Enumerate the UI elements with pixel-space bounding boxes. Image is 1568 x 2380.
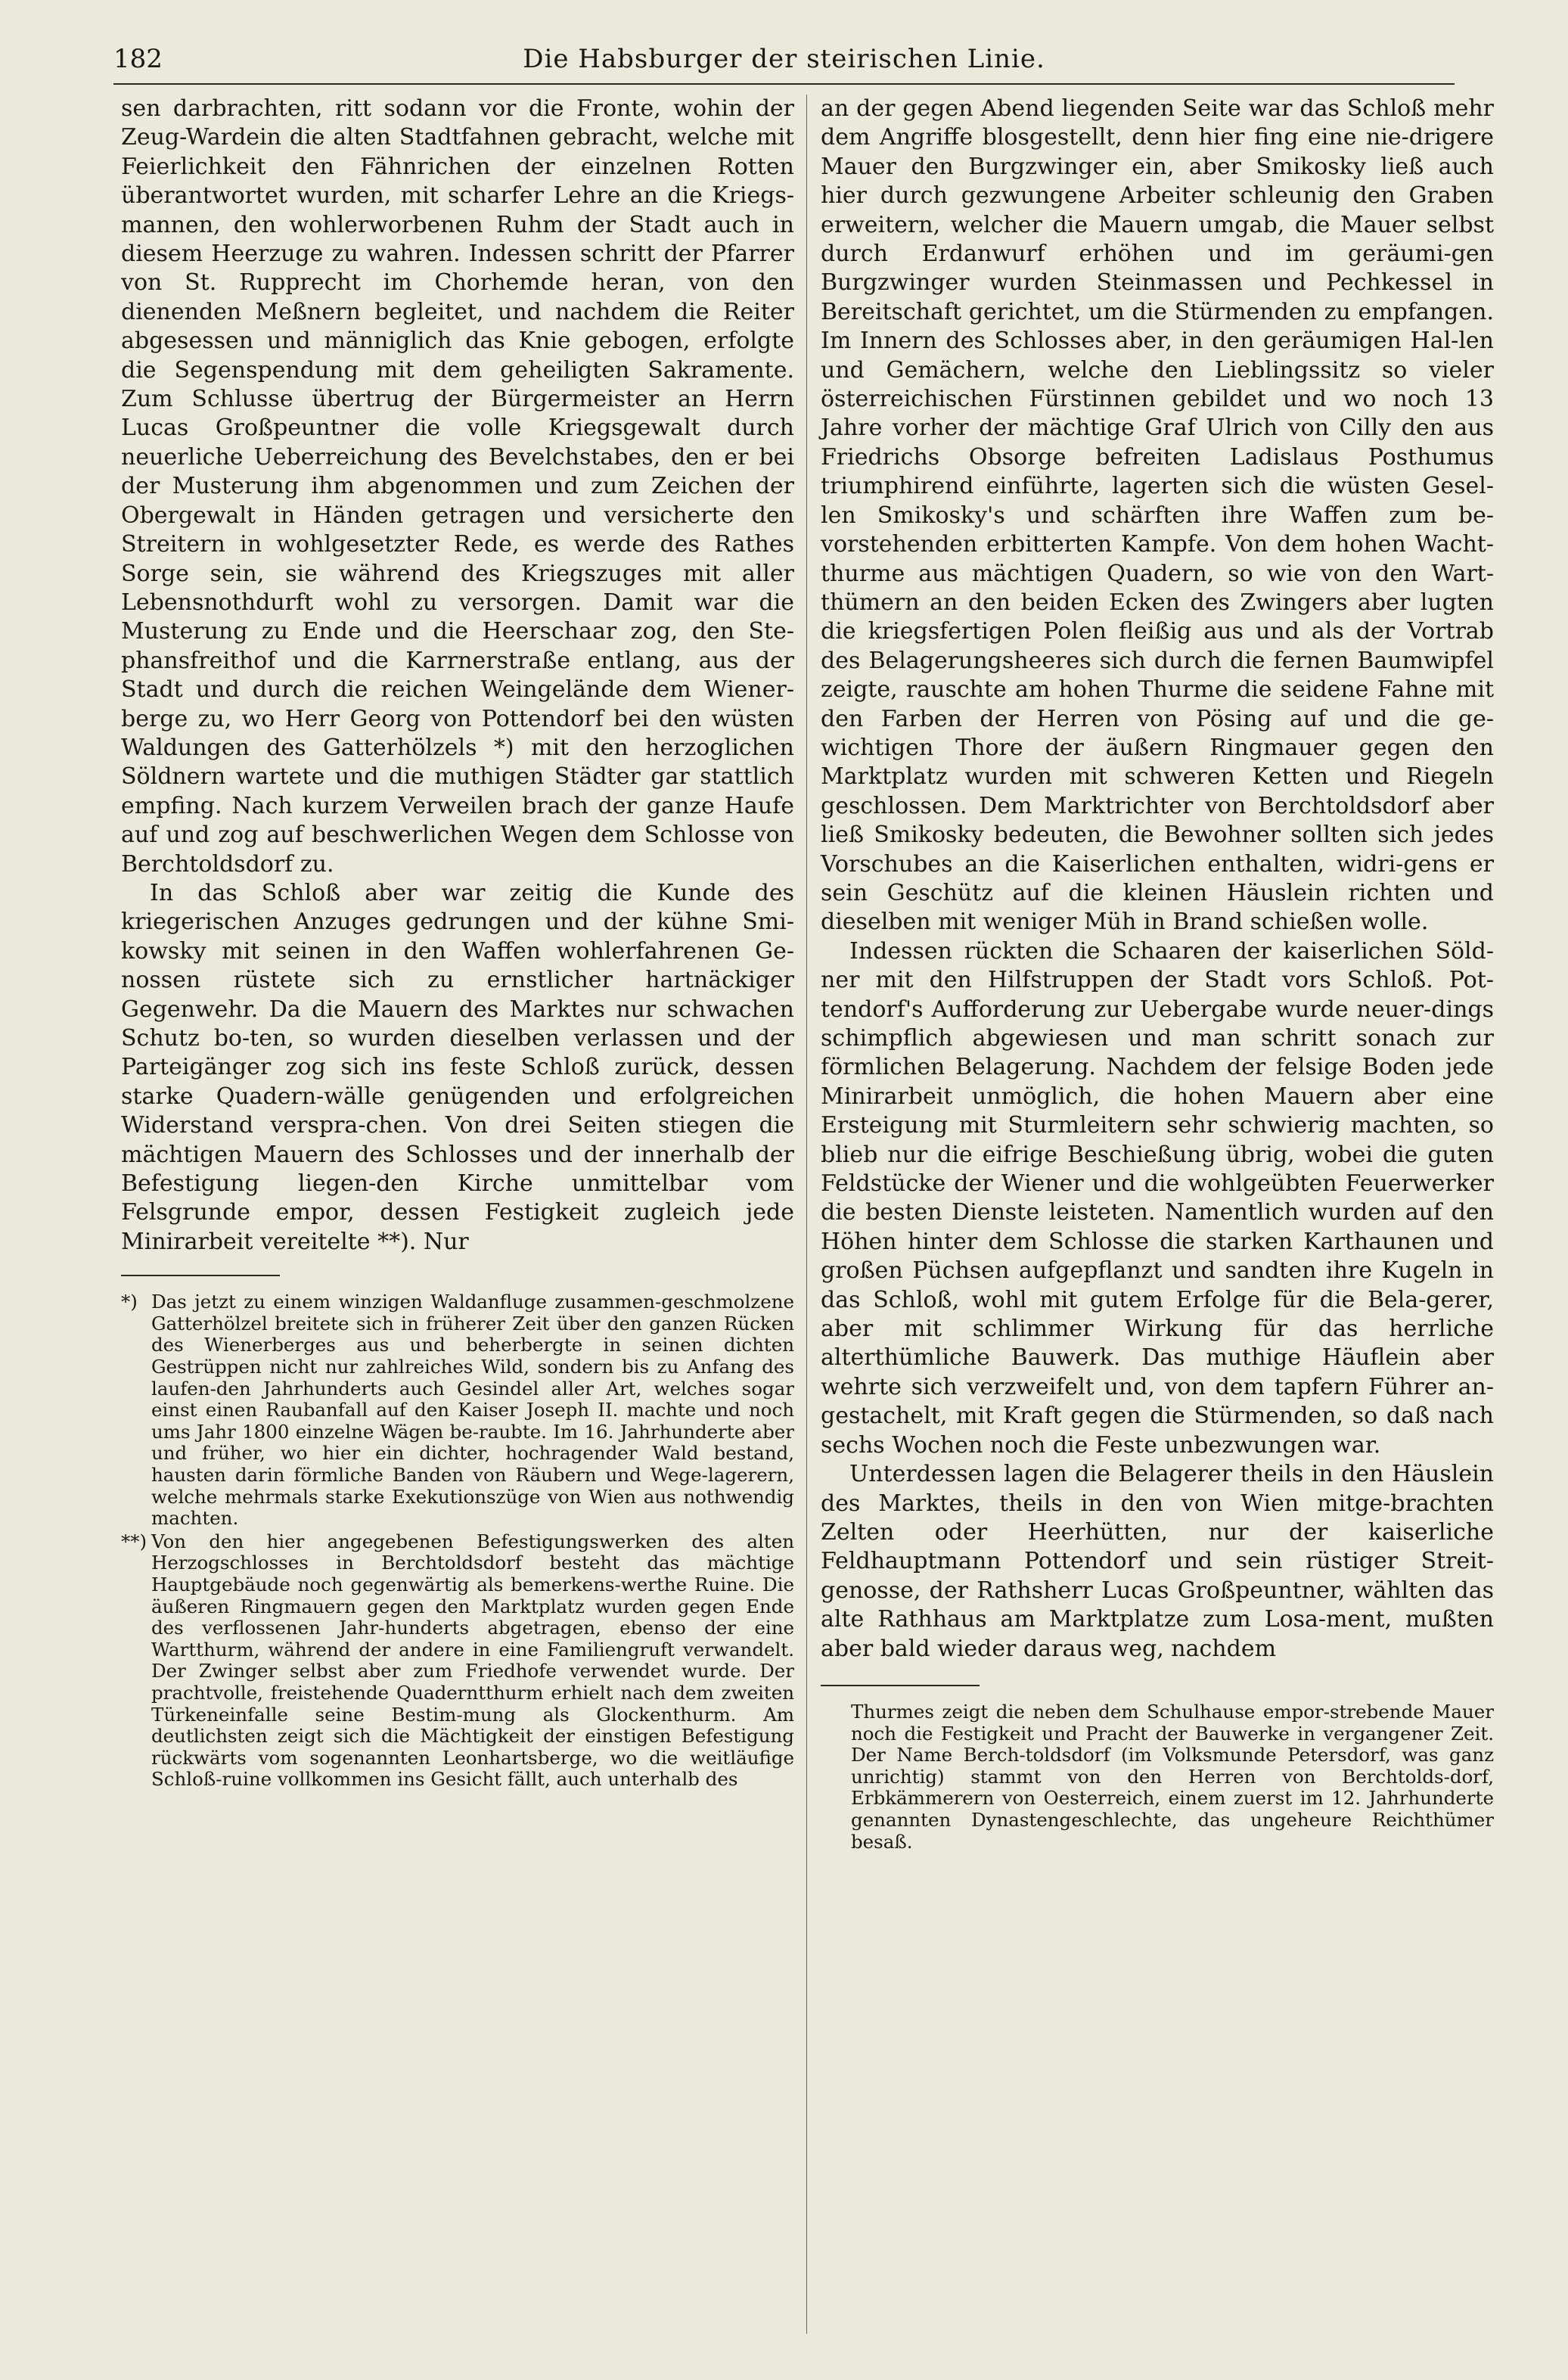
running-title: Die Habsburger der steirischen Linie. xyxy=(523,44,1045,74)
header-rule xyxy=(113,83,1455,85)
footnote-rule xyxy=(121,1275,280,1276)
paragraph: Indessen rückten die Schaaren der kaiserlichen Söld-ner mit den Hilfstruppen der Stadt vors Schloß. Pot-tendorf's Aufforderung zur Uebergabe wurde neuer-dings schimpflich abgewiesen und man schritt sonach zur förmlichen Belagerung. Nachdem der felsige Boden jede Minirarbeit unmöglich, die hohen Mauern aber eine Ersteigung mit Sturmleitern sehr schwierig machten, so blieb nur die eifrige Beschießung übrig, wobei die guten Feldstücke der Wiener und die wohlgeübten Feuerwerker die besten Dienste leisteten. Namentlich wurden auf den Höhen hinter dem Schlosse die starken Karthaunen und großen Püchsen aufgepflanzt und sandten ihre Kugeln in das Schloß, wohl mit gutem Erfolge für die Bela-gerer, aber mit schlimmer Wirkung für das herrliche alterthümliche Bauwerk. Das muthige Häuflein aber wehrte sich verzweifelt und, von dem tapfern Führer an-gestachelt, mit Kraft gegen die Stürmenden, so daß nach sechs Wochen noch die Feste unbezwungen war. xyxy=(821,937,1494,1459)
column-divider xyxy=(806,95,807,2334)
right-column xyxy=(821,95,1494,1853)
page-number: 182 xyxy=(113,44,163,74)
footnote-text: Das jetzt zu einem winzigen Waldanfluge zusammen-geschmolzene Gatterhölzel breitete sich in früherer Zeit über den ganzen Rücken des Wienerberges aus und beherbergte in seinen dichten Gestrüppen nicht nur zahlreiches Wild, sondern bis zu Anfang des laufen-den Jahrhunderts auch Gesindel aller Art, welches sogar einst einen Raubanfall auf den Kaiser Joseph II. machte und noch ums Jahr 1800 einzelne Wägen be-raubte. Im 16. Jahrhunderte aber und früher, wo hier ein dichter, hochragender Wald bestand, hausten darin förmliche Banden von Räubern und Wege-lagerern, welche mehrmals starke Exekutionszüge von Wien aus nothwendig machten. xyxy=(151,1291,794,1530)
paragraph: sen darbrachten, ritt sodann vor die Fronte, wohin der Zeug-Wardein die alten Stadtfahnen gebracht, welche mit Feierlichkeit den Fähnrichen der einzelnen Rotten überantwortet wurden, mit scharfer Lehre an die Kriegs-mannen, den wohlerworbenen Ruhm der Stadt auch in diesem Heerzuge zu wahren. Indessen schritt der Pfarrer von St. Rupprecht im Chorhemde heran, von den dienenden Meßnern begleitet, und nachdem die Reiter abgesessen und männiglich das Knie gebogen, erfolgte die Segenspendung mit dem geheiligten Sakramente. Zum Schlusse übertrug der Bürgermeister an Herrn Lucas Großpeuntner die volle Kriegsgewalt durch neuerliche Ueberreichung des Bevelchstabes, den er bei der Musterung ihm abgenommen und zum Zeichen der Obergewalt in Händen getragen und versicherte den Streitern in wohlgesetzter Rede, es werde des Rathes Sorge sein, sie während des Kriegszuges mit aller Lebensnothdurft wohl zu versorgen. Damit war die Musterung zu Ende und die Heerschaar zog, den Ste-phansfreithof und die Karrnerstraße entlang, aus der Stadt und durch die reichen Weingelände dem Wiener-berge zu, wo Herr Georg von Pottendorf bei den wüsten Waldungen des Gatterhölzels *) mit den herzoglichen Söldnern wartete und die muthigen Städter gar stattlich empfing. Nach kurzem Verweilen brach der ganze Haufe auf und zog auf beschwerlichen Wegen dem Schlosse von Berchtoldsdorf zu. xyxy=(121,95,794,878)
footnote-mark: **) xyxy=(121,1530,147,1552)
paragraph: an der gegen Abend liegenden Seite war das Schloß mehr dem Angriffe blosgestellt, denn hier fing eine nie-drigere Mauer den Burgzwinger ein, aber Smikosky ließ auch hier durch gezwungene Arbeiter schleunig den Graben erweitern, welcher die Mauern umgab, die Mauer selbst durch Erdanwurf erhöhen und im geräumi-gen Burgzwinger wurden Steinmassen und Pechkessel in Bereitschaft gerichtet, um die Stürmenden zu empfangen. Im Innern des Schlosses aber, in den geräumigen Hal-len und Gemächern, welche den Lieblingssitz so vieler österreichischen Fürstinnen gebildet und wo noch 13 Jahre vorher der mächtige Graf Ulrich von Cilly den aus Friedrichs Obsorge befreiten Ladislaus Posthumus triumphirend einführte, lagerten sich die wüsten Gesel-len Smikosky's und schärften ihre Waffen zum be-vorstehenden erbitterten Kampfe. Von dem hohen Wacht-thurme aus mächtigen Quadern, so wie von den Wart-thümern an den beiden Ecken des Zwingers aber lugten die kriegsfertigen Polen fleißig aus und als der Vortrab des Belagerungsheeres sich durch die fernen Baumwipfel zeigte, rauschte am hohen Thurme die seidene Fahne mit den Farben der Herren von Pösing auf und die ge-wichtigen Thore der äußern Ringmauer gegen den Marktplatz wurden mit schweren Ketten und Riegeln geschlossen. Dem Marktrichter von Berchtoldsdorf aber ließ Smikosky bedeuten, die Bewohner sollten sich jedes Vorschubes an die Kaiserlichen enthalten, widri-gens er sein Geschütz auf die kleinen Häuslein richten und dieselben mit weniger Müh in Brand schießen wolle. xyxy=(821,95,1494,936)
left-column xyxy=(121,95,794,1791)
paragraph: Unterdessen lagen die Belagerer theils in den Häuslein des Marktes, theils in den von Wien mitge-brachten Zelten oder Heerhütten, nur der kaiserliche Feldhauptmann Pottendorf und sein rüstiger Streit-genosse, der Rathsherr Lucas Großpeuntner, wählten das alte Rathhaus am Marktplatze zum Losa-ment, mußten aber bald wieder daraus weg, nachdem xyxy=(821,1461,1494,1662)
footnote-rule xyxy=(821,1685,980,1686)
footnote-text: Thurmes zeigt die neben dem Schulhause empor-strebende Mauer noch die Festigkeit und Pracht der Bauwerke in vergangener Zeit. Der Name Berch-toldsdorf (im Volksmunde Petersdorf, was ganz unrichtig) stammt von den Herren von Berchtolds-dorf, Erbkämmerern von Oesterreich, einem zuerst im 12. Jahrhunderte genannten Dynastengeschlechte, das ungeheure Reichthümer besaß. xyxy=(851,1700,1494,1853)
right-body-text xyxy=(821,95,1494,1664)
footnote-text: Von den hier angegebenen Befestigungswerken des alten Herzogschlosses in Berchtoldsdorf besteht das mächtige Hauptgebäude noch gegenwärtig als bemerkens-werthe Ruine. Die äußeren Ringmauern gegen den Marktplatz wurden gegen Ende des verflossenen Jahr-hunderts abgetragen, ebenso der eine Wartthurm, während der andere in eine Familiengruft verwandelt. Der Zwinger selbst aber zum Friedhofe verwendet wurde. Der prachtvolle, freistehende Quaderntthurm erhielt nach dem zweiten Türkeneinfalle seine Bestim-mung als Glockenthurm. Am deutlichsten zeigt sich die Mächtigkeit der einstigen Befestigung rückwärts vom sogenannten Leonhartsberge, wo die weitläufige Schloß-ruine vollkommen ins Gesicht fällt, auch unterhalb des xyxy=(151,1530,794,1791)
paragraph: In das Schloß aber war zeitig die Kunde des kriegerischen Anzuges gedrungen und der kühne Smi-kowsky mit seinen in den Waffen wohlerfahrenen Ge-nossen rüstete sich zu ernstlicher hartnäckiger Gegenwehr. Da die Mauern des Marktes nur schwachen Schutz bo-ten, so wurden dieselben verlassen und der Parteigänger zog sich ins feste Schloß zurück, dessen starke Quadern-wälle genügenden und erfolgreichen Widerstand verspra-chen. Von drei Seiten stiegen die mächtigen Mauern des Schlosses und der innerhalb der Befestigung liegen-den Kirche unmittelbar vom Felsgrunde empor, dessen Festigkeit zugleich jede Minirarbeit vereitelte **). Nur xyxy=(121,879,794,1255)
footnote-mark: *) xyxy=(121,1291,138,1313)
footnote xyxy=(121,1531,794,1791)
footnote xyxy=(121,1291,794,1530)
left-body-text xyxy=(121,95,794,1257)
page-header xyxy=(113,38,1455,83)
right-footnote-continuation xyxy=(821,1701,1494,1853)
left-footnotes xyxy=(121,1291,794,1791)
